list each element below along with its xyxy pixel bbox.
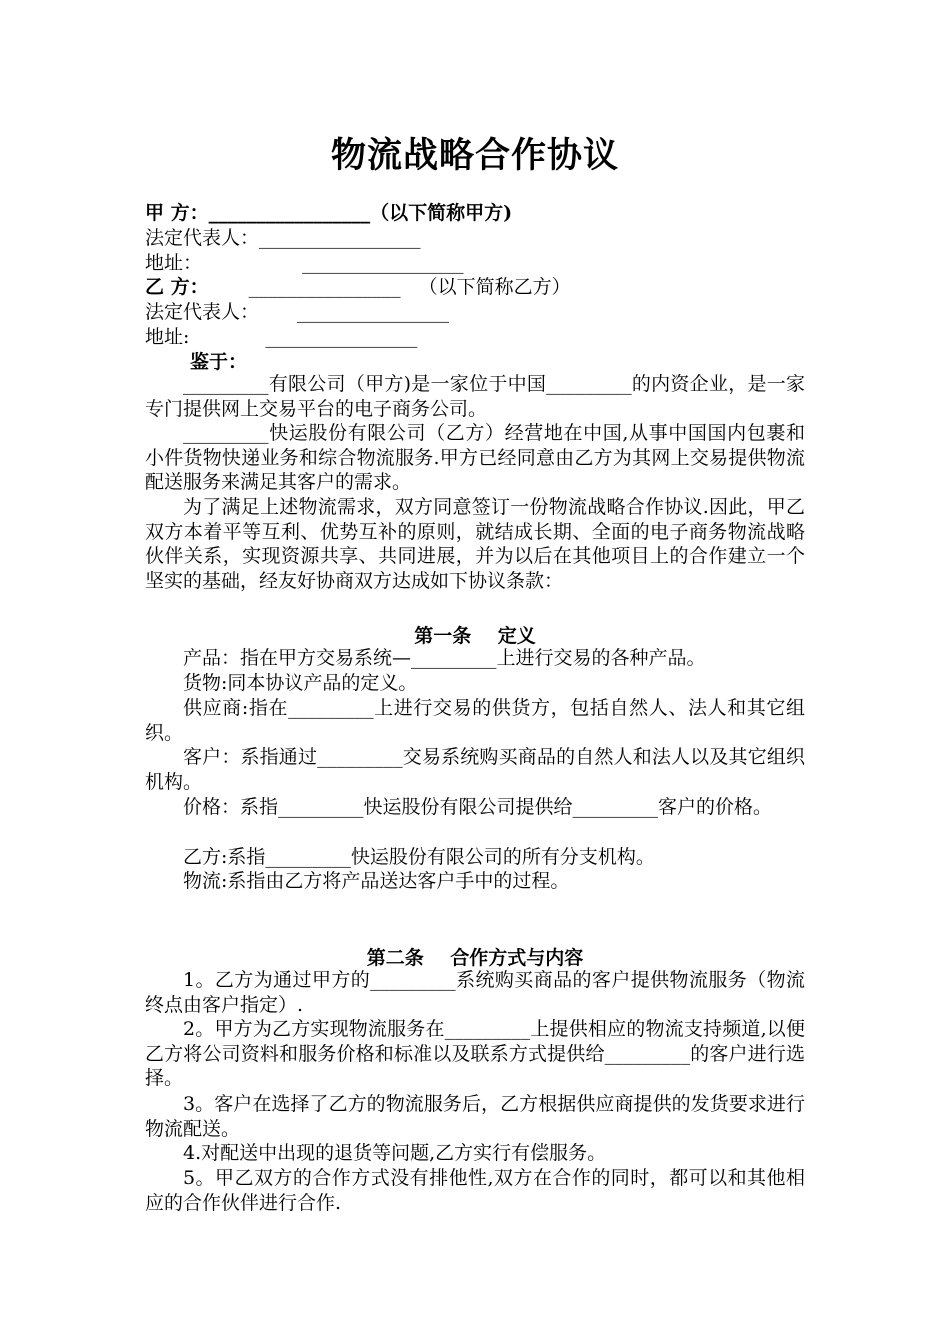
party-b-line [145,272,571,299]
party-b-rep-label: 法定代表人： [145,301,260,323]
definition-price: 价格：系指_________快运股份有限公司提供给_________客户的价格。 [183,796,773,818]
party-b-note: （以下简称乙方） [418,276,571,298]
party-b-address [145,322,417,349]
article-2-item-1: 1。乙方为通过甲方的_________系统购买商品的客户提供物流服务（物流终点由客户指定）. [145,969,805,1016]
definition-customer: 客户：系指通过_________交易系统购买商品的自然人和法人以及其它组织机构。 [145,746,805,793]
party-a-address [145,248,464,275]
article-2-item-3: 3。客户在选择了乙方的物流服务后，乙方根据供应商提供的发货要求进行物流配送。 [145,1093,805,1140]
article-2-heading: 第二条 合作方式与内容 [366,947,584,969]
definition-product: 产品：指在甲方交易系统—_________上进行交易的各种产品。 [183,647,706,669]
whereas-paragraph-3: 为了满足上述物流需求，双方同意签订一份物流战略合作协议.因此，甲乙双方本着平等互利、优势互补的原则，就结成长期、全面的电子商务物流战略伙伴关系，实现资源共享、共同进展，并为以后在其他项目上的合作建立一个坚实的基础，经友好协商双方达成如下协议条款： [145,496,805,592]
article-2-item-5: 5。甲乙双方的合作方式没有排他性,双方在合作的同时，都可以和其他相应的合作伙伴进行合作. [145,1167,805,1214]
definition-logistics: 物流:系指由乙方将产品送达客户手中的过程。 [183,870,570,892]
definition-supplier: 供应商:指在_________上进行交易的供货方，包括自然人、法人和其它组织。 [145,697,805,744]
whereas-paragraph-1: _________有限公司（甲方)是一家位于中国_________的内资企业，是一家专门提供网上交易平台的电子商务公司。 [145,373,805,420]
whereas-label: 鉴于： [190,351,248,373]
party-b-label: 乙 方： [145,276,209,298]
party-b-address-label: 地址: [145,326,190,348]
definition-party-b: 乙方:系指_________快运股份有限公司的所有分支机构。 [183,846,655,868]
party-b-representative [145,297,449,324]
article-2-item-2: 2。甲方为乙方实现物流服务在_________上提供相应的物流支持频道,以便乙方将公司资料和服务价格和标准以及联系方式提供给_________的客户进行选择。 [145,1018,805,1089]
party-a-line: 甲 方：_________________（以下简称甲方) [145,202,513,224]
party-a-representative: 法定代表人：_________________ [145,227,421,249]
party-b-rep-blank: ________________ [297,301,450,323]
definition-goods: 货物:同本协议产品的定义。 [183,672,418,694]
party-b-address-blank: ________________ [265,326,418,348]
document-title: 物流战略合作协议 [330,135,619,176]
party-a-address-blank: _________________ [302,252,464,274]
party-b-blank: ________________ [248,276,401,298]
article-2-item-4: 4.对配送中出现的退货等问题,乙方实行有偿服务。 [183,1142,607,1164]
party-a-address-label: 地址： [145,252,203,274]
whereas-paragraph-2: _________快运股份有限公司（乙方）经营地在中国,从事中国国内包裹和小件货物快递业务和综合物流服务.甲方已经同意由乙方为其网上交易提供物流配送服务来满足其客户的需求。 [145,422,805,493]
article-1-heading: 第一条 定义 [414,625,536,647]
